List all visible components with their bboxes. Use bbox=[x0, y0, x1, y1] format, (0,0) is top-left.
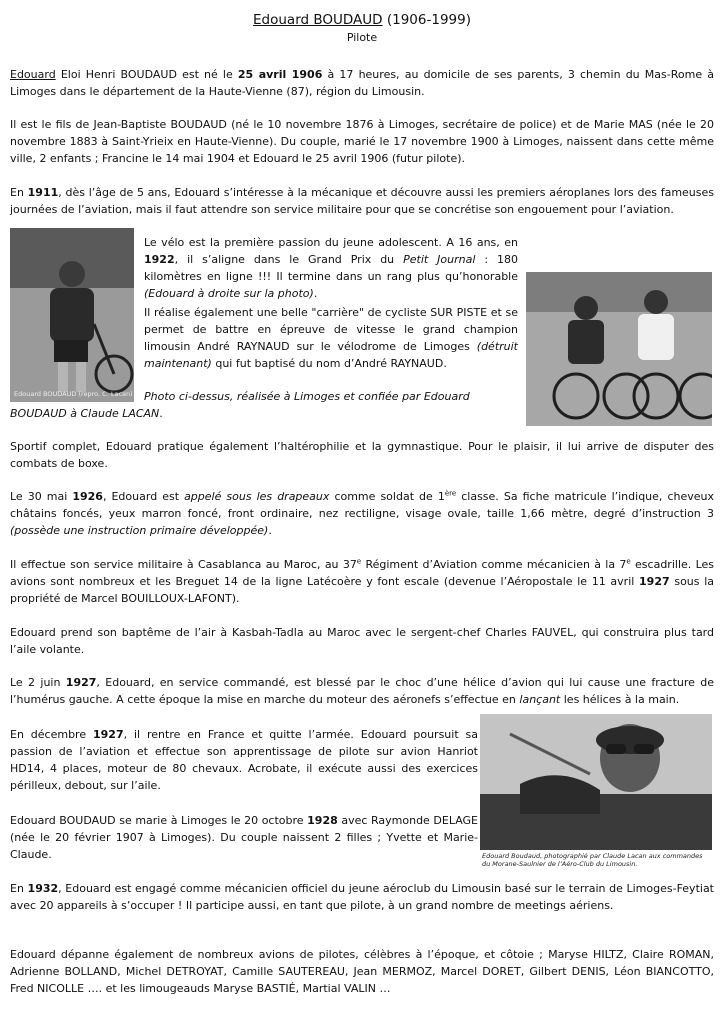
text: , il s’aligne dans le Grand Prix du bbox=[174, 253, 404, 266]
cyclist-photo-caption: Edouard BOUDAUD (repro. C. Lacan) bbox=[14, 390, 133, 398]
text: qui fut baptisé du nom d’André RAYNAUD. bbox=[211, 357, 447, 370]
text: à 17 heures, au domicile de ses parents, 3 chemin du Mas-Rome à Limoges dans le département de la Haute-Vienne (87), région du Limousin. bbox=[10, 68, 714, 98]
photo-credit-italic: BOUDAUD à Claude LACAN bbox=[10, 407, 160, 420]
text: sous la propriété de Marcel BOUILLOUX-LAFONT). bbox=[10, 575, 714, 605]
year: 1928 bbox=[307, 814, 338, 827]
text: , Edouard est bbox=[102, 490, 185, 503]
title-dates: (1906-1999) bbox=[386, 12, 471, 28]
superscript: e bbox=[356, 557, 362, 566]
year: 1927 bbox=[93, 728, 124, 741]
text: En bbox=[10, 186, 28, 199]
paragraph-pilot-training bbox=[10, 726, 478, 794]
text: comme soldat de 1 bbox=[329, 490, 445, 503]
italic-note: (Edouard à droite sur la photo) bbox=[144, 287, 314, 300]
text: avec Raymonde DELAGE (née le 20 février 1907 à Limoges). Du couple naissent 2 filles ; Yvette et Marie-Claude. bbox=[10, 814, 479, 861]
text: Il effectue son service militaire à Casablanca au Maroc, au 37 bbox=[10, 558, 357, 571]
text: , il rentre en France et quitte l’armée. Edouard poursuit sa passion de l’aviation et effectue son apprentissage de pilote sur avion Hanriot HD14, 4 places, moteur de 80 chevaux. Acrobate, il exécute aussi des exercices périlleux, debout, sur l’aile. bbox=[10, 728, 478, 792]
paragraph-famous-pilots: Edouard dépanne également de nombreux avions de pilotes, célèbres à l’époque, et côtoie ; Maryse HILTZ, Claire ROMAN, Adrienne BOLLAND, Michel DETROYAT, Camille SAUTEREAU, Jean MERMOZ, Marcel DORET, Gilbert DENIS, Léon BIANCOTTO, Fred NICOLLE …. et les limougeauds Maryse BASTIÉ, Martial VALIN … bbox=[10, 948, 714, 995]
pilot-illustration bbox=[480, 714, 712, 850]
text: les hélices à la main. bbox=[560, 693, 680, 706]
text: En décembre bbox=[10, 728, 93, 741]
text: Il réalise également une belle "carrière" de cycliste SUR PISTE et se permet de battre en épreuve de vitesse le grand champion limousin André RAYNAUD sur le vélodrome de Limoges bbox=[144, 306, 518, 353]
text: Le vélo est la première passion du jeune adolescent. A 16 ans, en bbox=[144, 236, 518, 249]
year: 1922 bbox=[144, 253, 175, 266]
title-name: Edouard BOUDAUD bbox=[253, 12, 383, 28]
paragraph-casablanca bbox=[10, 556, 714, 607]
cyclist-portrait-photo bbox=[10, 228, 134, 402]
paragraph-cycling bbox=[144, 234, 518, 302]
text: : 180 kilomètres en ligne !!! Il termine dans un rang plus qu’honorable bbox=[144, 253, 518, 283]
year: 1927 bbox=[65, 676, 97, 689]
photo-credit-italic: Photo ci-dessus, réalisée à Limoges et confiée par Edouard bbox=[144, 390, 470, 403]
pilot-photo bbox=[480, 714, 712, 850]
text: Eloi Henri BOUDAUD est né le bbox=[55, 68, 238, 81]
text: , Edouard est engagé comme mécanicien officiel du jeune aéroclub du Limousin basé sur le terrain de Limoges-Feytiat avec 20 appareils à s’occuper ! Il participe aussi, en tant que pilote, à un grand nombre de meetings aériens. bbox=[10, 882, 714, 912]
year: 1911 bbox=[27, 186, 59, 199]
paragraph-childhood bbox=[10, 184, 714, 218]
superscript: ère bbox=[444, 489, 457, 498]
text: Edouard BOUDAUD se marie à Limoges le 20 octobre bbox=[10, 814, 308, 827]
text: , Edouard, en service commandé, est blessé par le choc d’une hélice d’avion qui lui cause une fracture de l’humérus gauche. A cette époque la mise en marche du moteur des aéronefs s’effectue en bbox=[10, 676, 714, 706]
text: classe. Sa fiche matricule l’indique, cheveux châtains foncés, yeux marron foncé, front ordinaire, nez rectiligne, visage ovale, taille 1,66 mètre, degré d’instruction 3 bbox=[10, 490, 714, 520]
italic-note: (détruit maintenant) bbox=[144, 340, 518, 370]
paragraph-first-flight: Edouard prend son baptême de l’air à Kasbah-Tadla au Maroc avec le sergent-chef Charles FAUVEL, qui construira plus tard l’aile volante. bbox=[10, 626, 714, 656]
page-title bbox=[0, 12, 724, 28]
text: . bbox=[268, 524, 272, 537]
paragraph-parents: Il est le fils de Jean-Baptiste BOUDAUD (né le 10 novembre 1876 à Limoges, secrétaire de police) et de Marie MAS (née le 20 novembre 1883 à Saint-Yrieix en Haute-Vienne). Du couple, marié le 17 novembre 1900 à Limoges, naissent dans cette même ville, 2 enfants ; Francine le 14 mai 1904 et Edouard le 25 avril 1906 (futur pilote). bbox=[10, 118, 714, 165]
journal-name: Petit Journal bbox=[403, 253, 476, 266]
text: , dès l’âge de 5 ans, Edouard s’intéresse à la mécanique et découvre aussi les premiers aéroplanes lors des fameuses journées de l’aviation, mais il faut attendre son service militaire pour que se concrétise son engouement pour l’aviation. bbox=[10, 186, 714, 216]
text: Régiment d’Aviation comme mécanicien à la 7 bbox=[361, 558, 627, 571]
paragraph-marriage bbox=[10, 812, 478, 863]
firstname-underlined: Edouard bbox=[10, 68, 56, 81]
year: 1927 bbox=[639, 575, 670, 588]
two-cyclists-photo bbox=[526, 272, 712, 426]
text: escadrille. Les avions sont nombreux et les Breguet 14 de la ligne Latécoère y font escale (devenue l’Aéropostale le 11 avril bbox=[10, 558, 715, 588]
paragraph-injury bbox=[10, 674, 714, 708]
text: Le 30 mai bbox=[10, 490, 73, 503]
paragraph-birth bbox=[10, 66, 714, 100]
birth-date: 25 avril 1906 bbox=[237, 68, 323, 81]
paragraph-photo-credit-line1 bbox=[144, 388, 518, 405]
paragraph-aeroclub bbox=[10, 880, 714, 914]
italic-note: lançant bbox=[519, 693, 561, 706]
text: . bbox=[159, 407, 163, 420]
italic-note: (possède une instruction primaire développée) bbox=[10, 524, 269, 537]
paragraph-sports: Sportif complet, Edouard pratique également l’haltérophilie et la gymnastique. Pour le plaisir, il lui arrive de disputer des combats de boxe. bbox=[10, 440, 714, 470]
pilot-photo-caption: Edouard Boudaud, photographié par Claude Lacan aux commandes du Morane-Saulnier de l’Aéro-Club du Limousin. bbox=[482, 852, 703, 868]
text: . bbox=[313, 287, 318, 300]
page-subtitle: Pilote bbox=[346, 31, 378, 44]
two-cyclists-illustration bbox=[526, 272, 712, 426]
year: 1932 bbox=[27, 882, 59, 895]
italic-note: appelé sous les drapeaux bbox=[184, 490, 330, 503]
text: En bbox=[10, 882, 28, 895]
year: 1926 bbox=[72, 490, 103, 503]
paragraph-military-call bbox=[10, 488, 714, 539]
cyclist-portrait-illustration bbox=[10, 228, 134, 402]
text: Le 2 juin bbox=[10, 676, 66, 689]
paragraph-track-cycling bbox=[144, 304, 518, 372]
superscript: e bbox=[626, 557, 631, 566]
paragraph-photo-credit-line2 bbox=[10, 405, 714, 422]
